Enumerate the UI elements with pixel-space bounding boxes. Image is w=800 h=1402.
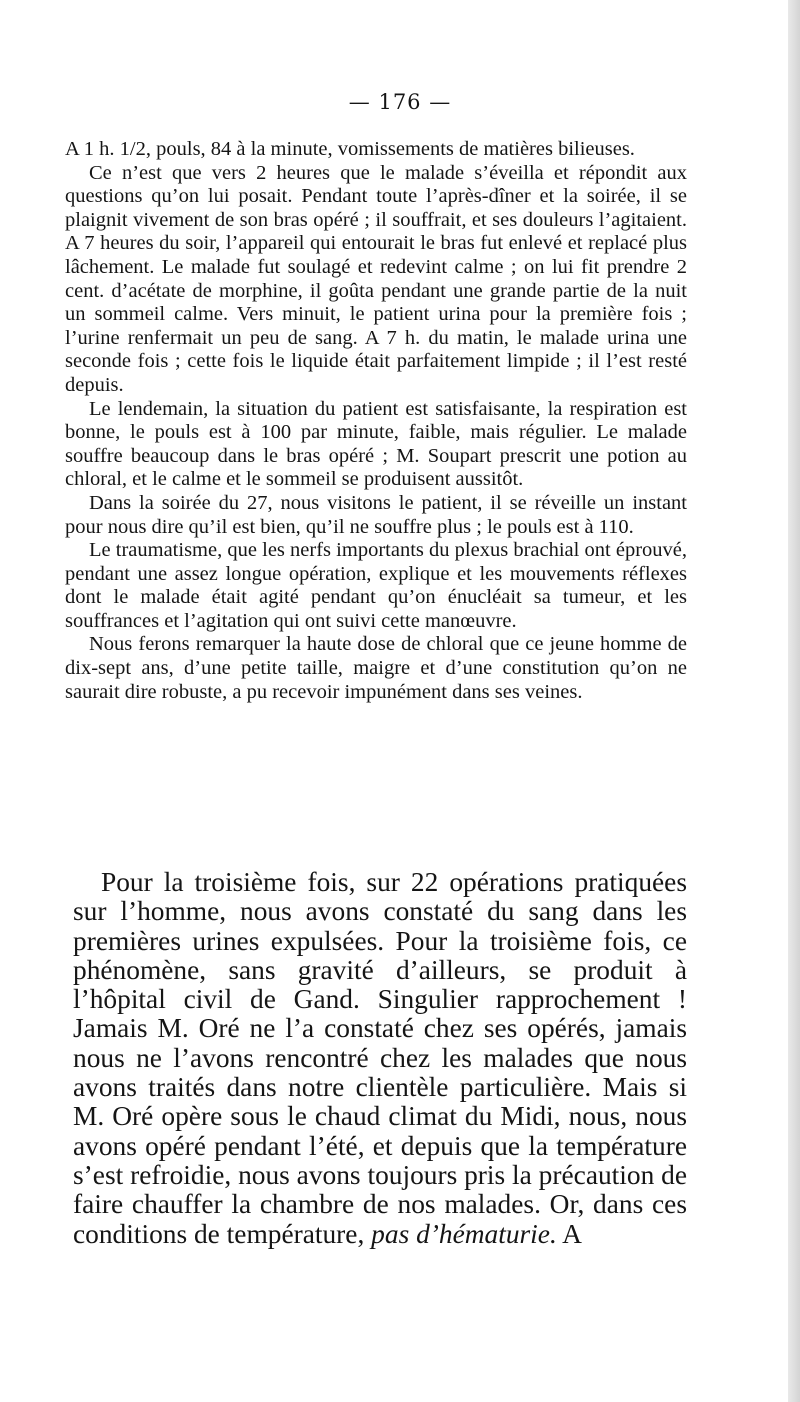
paragraph: Le traumatisme, que les nerfs importants du plexus brachial ont éprouvé, pendant une assez longue opération, explique et les mouvements réflexes dont le malade était agité pendant qu’on énucléait sa tumeur, et les souffrances et l’agitation qui ont suivi cette manœuvre. (65, 539, 687, 632)
case-notes-section (65, 138, 687, 704)
paragraph: Nous ferons remarquer la haute dose de chloral que ce jeune homme de dix-sept ans, d’une petite taille, maigre et d’une constitution qu’on ne saurait dire robuste, a pu recevoir impunément dans ses veines. (65, 633, 687, 703)
commentary-section (73, 868, 687, 1249)
scan-page-edge (788, 0, 800, 1402)
paragraph: Dans la soirée du 27, nous visitons le patient, il se réveille un instant pour nous dire qu’il est bien, qu’il ne souffre plus ; le pouls est à 110. (65, 491, 687, 538)
italic-emphasis: pas d’hématurie. (371, 1218, 557, 1249)
paragraph: Ce n’est que vers 2 heures que le malade s’éveilla et répondit aux questions qu’on lui posait. Pendant toute l’après-dîner et la soirée, il se plaignit vivement de son bras opéré ; il souffrait, et ses douleurs l’agitaient. A 7 heures du soir, l’appareil qui entourait le bras fut enlevé et replacé plus lâchement. Le malade fut soulagé et redevint calme ; on lui fit prendre 2 cent. d’acétate de morphine, il goûta pendant une grande partie de la nuit un sommeil calme. Vers minuit, le patient urina pour la première fois ; l’urine renfermait un peu de sang. A 7 h. du matin, le malade urina une seconde fois ; cette fois le liquide était parfaitement limpide ; il l’est resté depuis. (65, 161, 687, 396)
paragraph: Le lendemain, la situation du patient est satisfaisante, la respiration est bonne, le pouls est à 100 par minute, faible, mais régulier. Le malade souffre beaucoup dans le bras opéré ; M. Soupart prescrit une potion au chloral, et le calme et le sommeil se produisent aussitôt. (65, 397, 687, 491)
paragraph: A 1 h. 1/2, pouls, 84 à la minute, vomissements de matières bilieuses. (65, 138, 635, 160)
commentary-continuation: A (562, 1218, 582, 1249)
commentary-text: Pour la troisième fois, sur 22 opérations pratiquées sur l’homme, nous avons constaté du sang dans les premières urines expulsées. Pour la troisième fois, ce phénomène, sans gravité d’ailleurs, se produit à l’hôpital civil de Gand. Singulier rapprochement ! Jamais M. Oré ne l’a constaté chez ses opérés, jamais nous ne l’avons rencontré chez les malades que nous avons traités dans notre clientèle particulière. Mais si M. Oré opère sous le chaud climat du Midi, nous, nous avons opéré pendant l’été, et depuis que la température s’est refroidie, nous avons toujours pris la précaution de faire chauffer la chambre de nos malades. Or, dans ces conditions de température, (73, 867, 687, 1249)
page-number: — 176 — (348, 90, 452, 114)
commentary-paragraph (73, 868, 687, 1249)
